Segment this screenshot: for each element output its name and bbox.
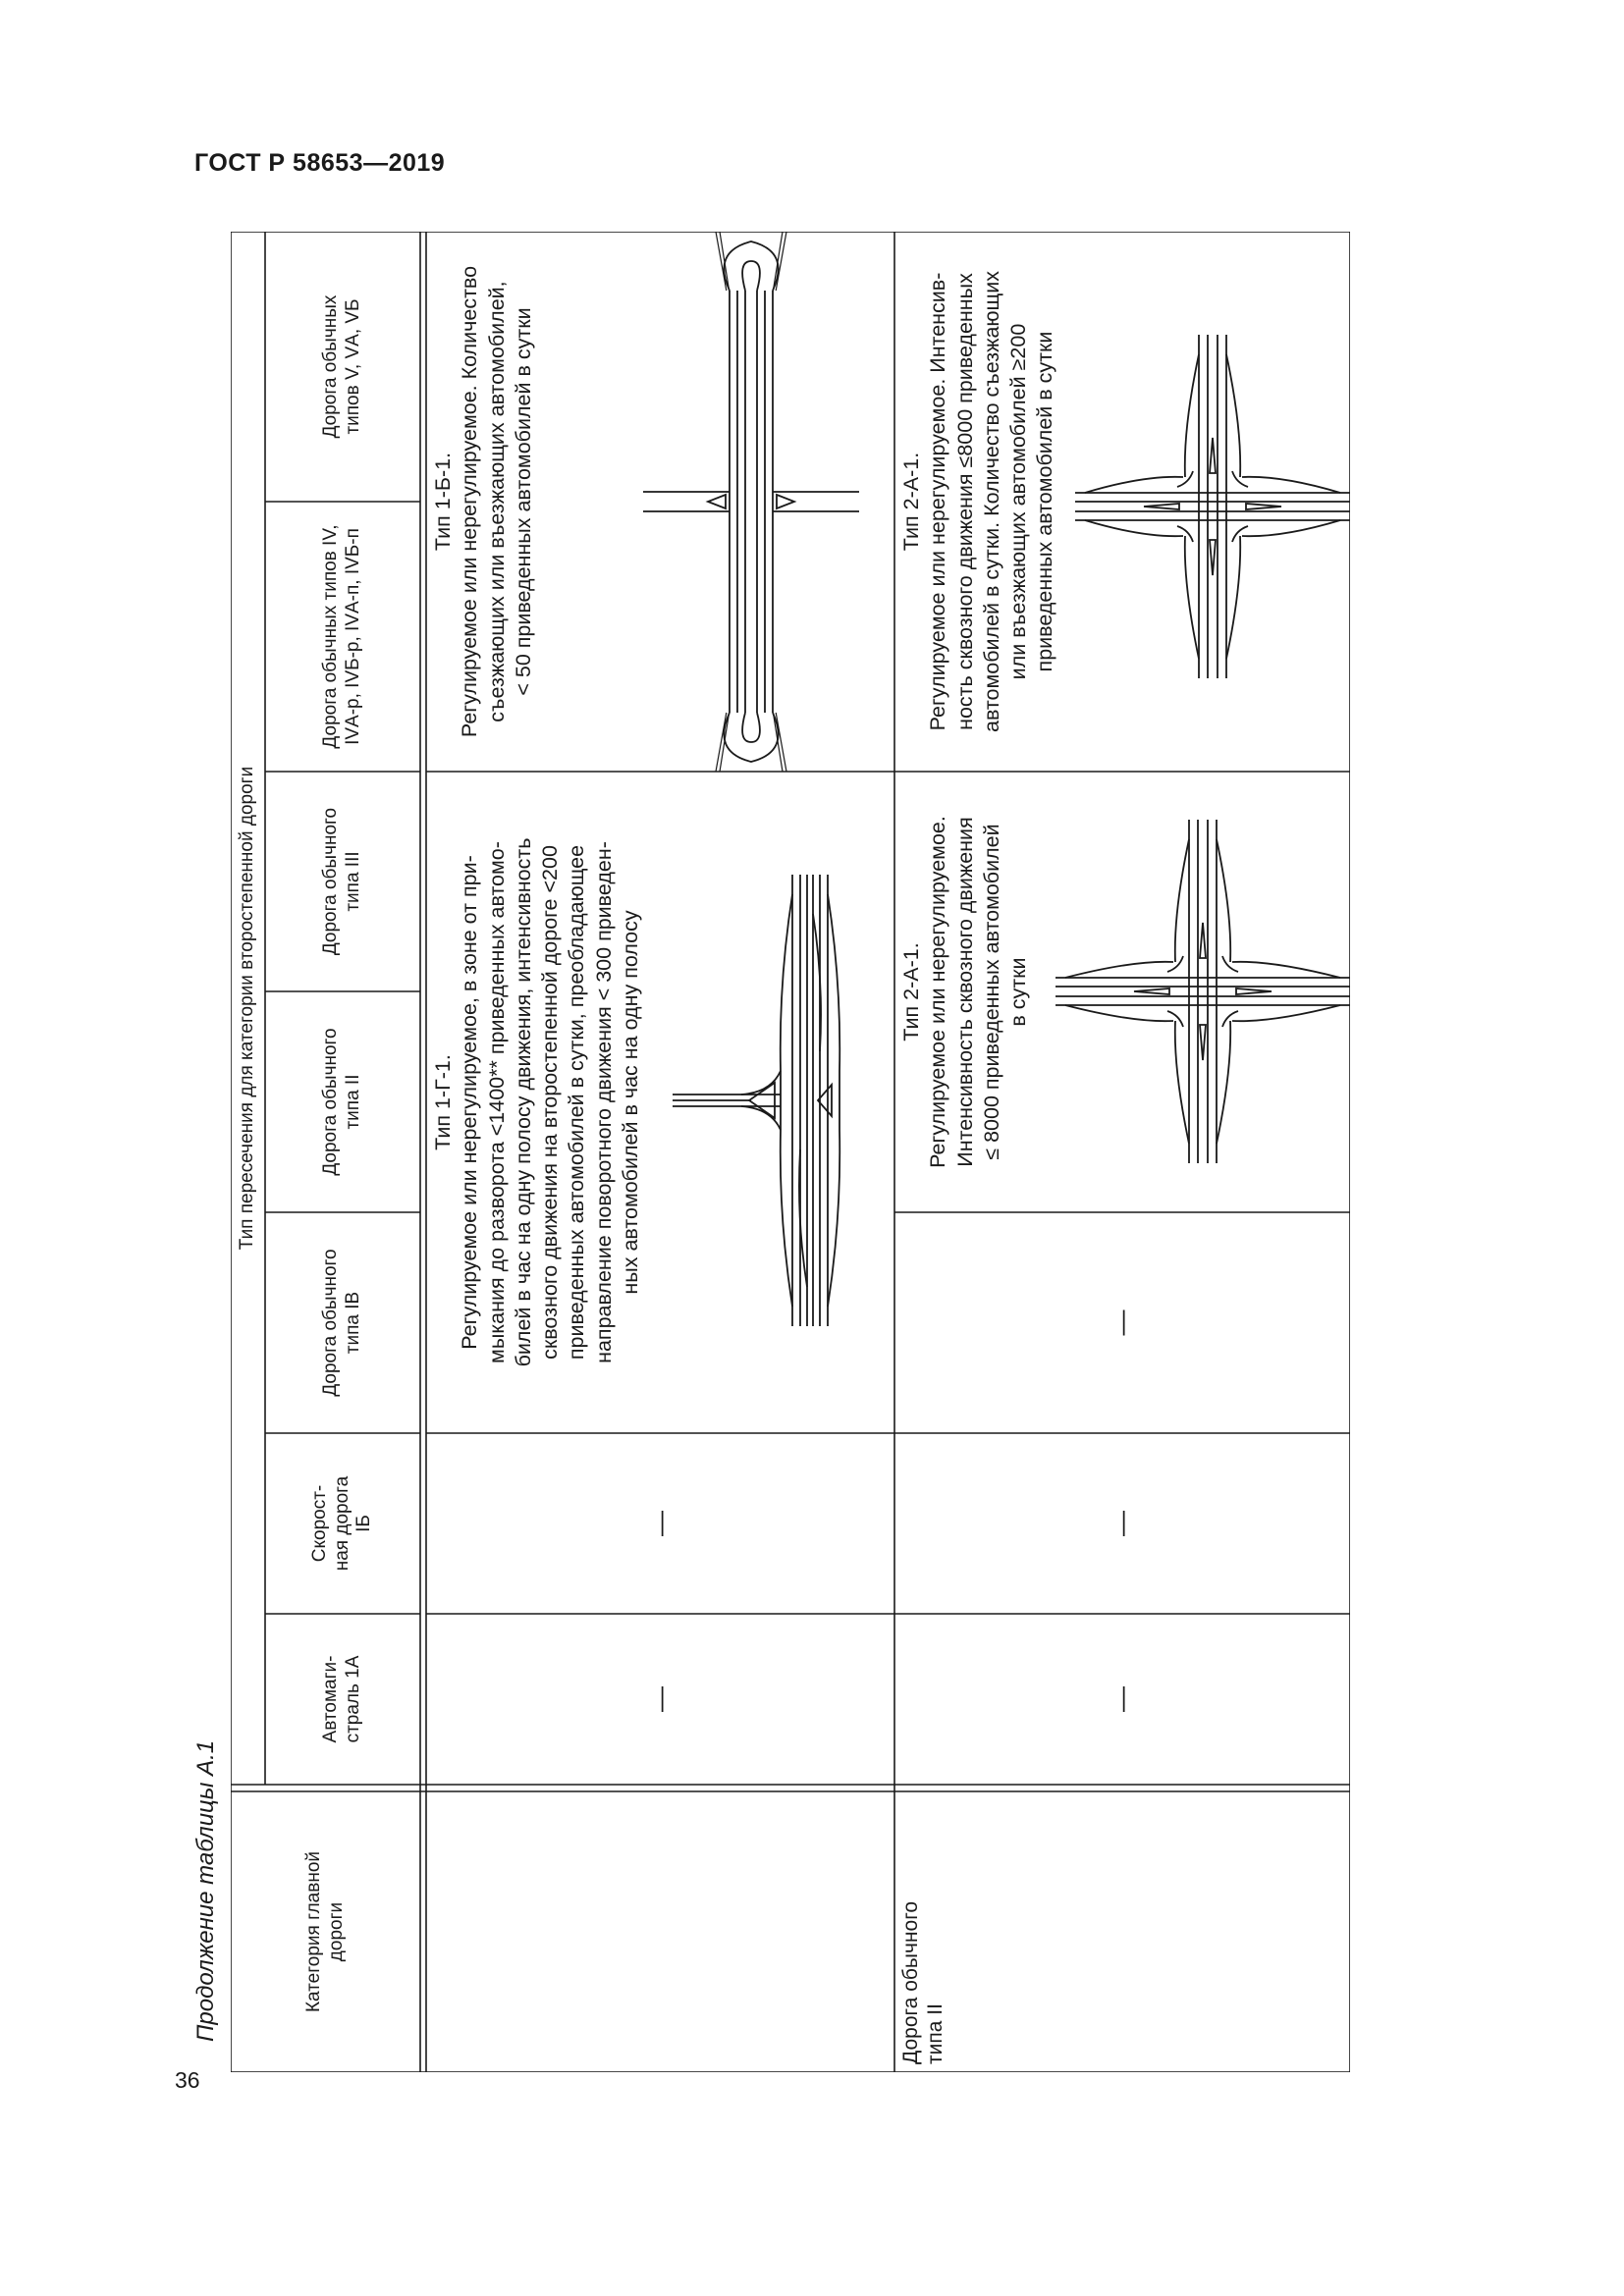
row2-road-1v-dash: — bbox=[1107, 1309, 1137, 1336]
intersection-types-table bbox=[231, 232, 1350, 2072]
header-col-motorway-1a: Автомаги- страль 1А bbox=[320, 1655, 363, 1743]
crossroad-diagram bbox=[1056, 820, 1350, 1163]
median-u-turn-diagram bbox=[604, 232, 889, 772]
header-col-expressway-1b: Скорост- ная дорога IБ bbox=[308, 1475, 375, 1572]
row2-expressway-dash: — bbox=[1107, 1511, 1137, 1536]
table-continuation-label: Продолжение таблицы А.1 bbox=[192, 1739, 219, 2042]
page-number: 36 bbox=[175, 2067, 200, 2093]
row2-type-2a1-right-description: Тип 2-А-1. Регулируемое или нерегулируемое. Интенсив- ность сквозного движения ≤8000 приведенных автомобилей в сутки. Количество съезжающих или въезжающих автомобилей ≥200 приведенных автомобилей в сутки bbox=[899, 271, 1057, 732]
header-col-road-1v: Дорога обычного типа IВ bbox=[320, 1249, 363, 1397]
row2-motorway-dash: — bbox=[1107, 1686, 1137, 1712]
header-col-road-2: Дорога обычного типа II bbox=[320, 1028, 363, 1176]
header-col-road-5: Дорога обычных типов V, VА, VБ bbox=[320, 294, 363, 439]
row2-type-2a1-description: Тип 2-А-1. Регулируемое или нерегулируемое. Интенсивность сквозного движения ≤ 8000 приведенных автомобилей в сутки bbox=[899, 816, 1031, 1168]
row1-type-1g1-description: Тип 1-Г-1. Регулируемое или нерегулируемое, в зоне от при- мыкания до разворота <1400** приведенных автомо- билей в час на одну полосу движения, интенсивность сквозного движения на второстепенной дороге <200 приведенных автомобилей в сутки, преобладающее направление поворотного движения < 300 приведен- ных автомобилей в час на одну полосу bbox=[431, 837, 643, 1367]
row1-main-category bbox=[426, 1791, 894, 2072]
row1-type-1b1-description: Тип 1-Б-1. Регулируемое или нерегулируемое. Количество съезжающих или въезжающих автомобилей, < 50 приведенных автомобилей в сутки bbox=[431, 265, 535, 738]
header-main-road-category: Категория главной дороги bbox=[302, 1850, 347, 2013]
row1-expressway-dash: — bbox=[644, 1511, 675, 1536]
row2-main-category: Дорога обычного типа II bbox=[899, 1900, 947, 2064]
document-code: ГОСТ Р 58653—2019 bbox=[194, 149, 446, 177]
header-secondary-road-category: Тип пересечения для категории второстепенной дороги bbox=[237, 766, 258, 1251]
t-junction-diagram bbox=[663, 875, 891, 1326]
header-col-road-3: Дорога обычного типа III bbox=[320, 807, 363, 956]
header-col-road-4: Дорога обычных типов IV, IVА-р, IVБ-р, IVА-п, IVБ-п bbox=[320, 524, 363, 749]
crossroad-diagram bbox=[1075, 335, 1350, 678]
row1-motorway-dash: — bbox=[644, 1686, 675, 1712]
